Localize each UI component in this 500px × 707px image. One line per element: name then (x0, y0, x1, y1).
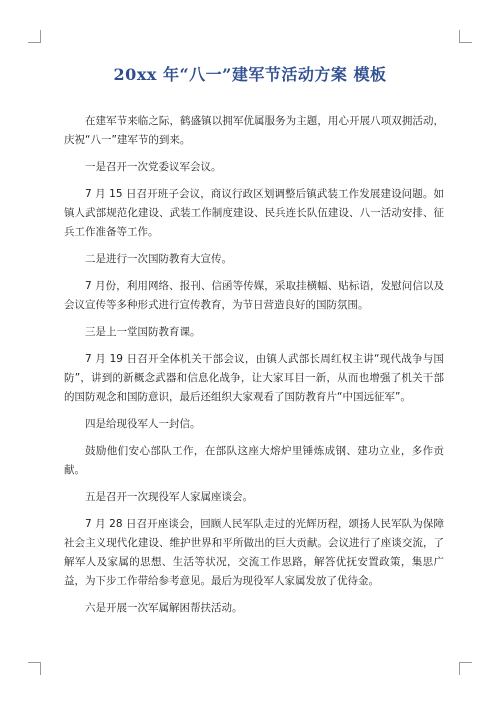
item-6-heading: 六是开展一次军属解困帮扶活动。 (85, 602, 243, 614)
item-5-detail: 7 月 28 日召开座谈会，回顾人民军队走过的光辉历程，颂扬人民军队为保障社会主义现代化建设、维护世界和平所做出的巨大贡献。会议进行了座谈交流，了解军人及家属的思想、生活等状况，交流工作思路，解答优抚安置政策，集思广益，为下步工作带给参考意见。最后为现役军人家属发放了优待金。 (64, 518, 444, 587)
intro-paragraph: 在建军节来临之际，鹤盛镇以拥军优属服务为主题，用心开展八项双拥活动，庆祝“八一”建军节的到来。 (64, 115, 444, 146)
item-2-heading: 二是进行一次国防教育大宣传。 (85, 253, 232, 265)
page-corner-mark-bottom-left (28, 662, 41, 675)
page-corner-mark-top-left (28, 30, 41, 43)
item-5-heading: 五是召开一次现役军人家属座谈会。 (85, 491, 253, 503)
item-2-detail: 7 月份，利用网络、报刊、信函等传媒，采取挂横幅、贴标语，发慰问信以及会议宣传等多种形式进行宣传教育，为节日营造良好的国防氛围。 (64, 280, 444, 311)
page-corner-mark-bottom-right (459, 662, 472, 675)
item-4-heading: 四是给现役军人一封信。 (85, 418, 201, 430)
item-4-detail: 鼓励他们安心部队工作，在部队这座大熔炉里锤炼成钢、建功立业，多作贡献。 (64, 445, 444, 476)
item-1-heading: 一是召开一次党委议军会议。 (85, 161, 222, 173)
item-3-heading: 三是上一堂国防教育课。 (85, 326, 201, 338)
item-3-detail: 7 月 19 日召开全体机关干部会议，由镇人武部长周红权主讲“现代战争与国防”，讲到的新概念武器和信息化战争，让大家耳目一新，从而也增强了机关干部的国防观念和国防意识，最后还组织大家观看了国防教育片“中国远征军”。 (64, 353, 444, 403)
page-corner-mark-top-right (459, 30, 472, 43)
document-body (64, 112, 444, 626)
item-1-detail: 7 月 15 日召开班子会议，商议行政区划调整后镇武装工作发展建设问题。如镇人武部规范化建设、武装工作制度建设、民兵连长队伍建设、八一活动安排、征兵工作准备等工作。 (64, 188, 444, 238)
document-title: 20xx 年“八一”建军节活动方案 模板 (113, 65, 387, 84)
